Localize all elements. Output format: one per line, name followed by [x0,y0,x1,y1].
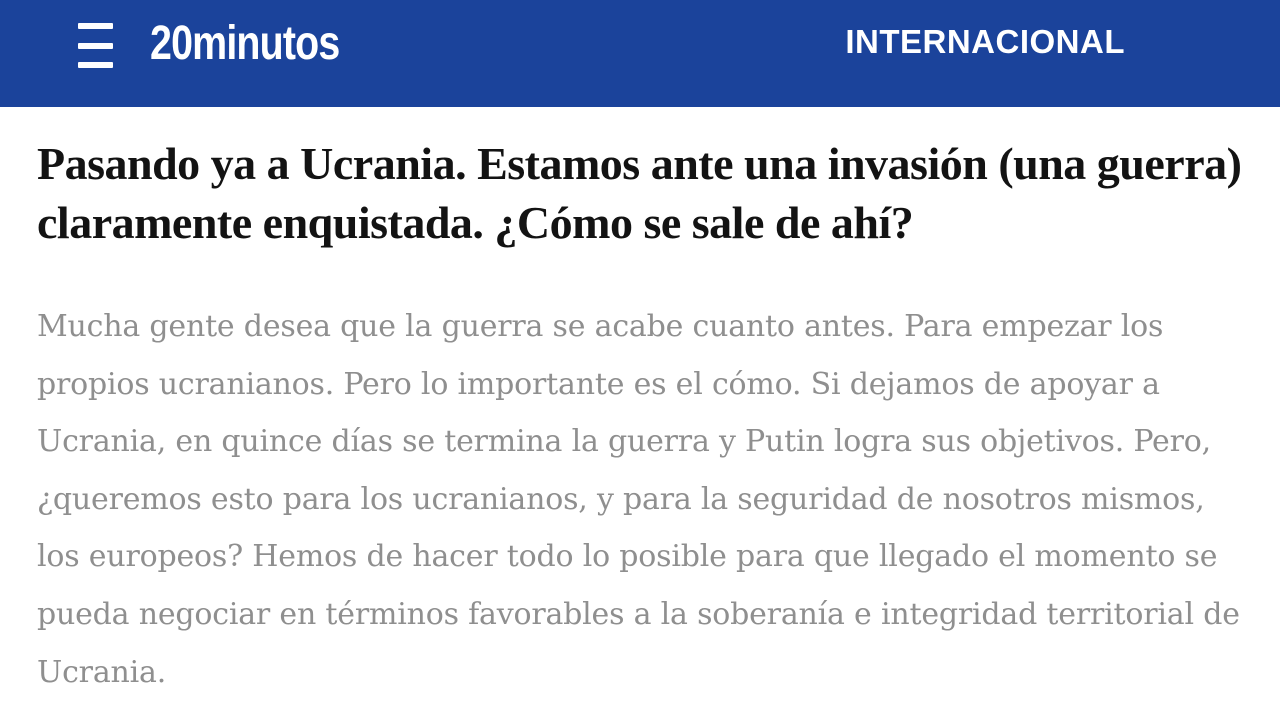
article-content [0,107,1280,701]
article-heading: Pasando ya a Ucrania. Estamos ante una invasión (una guerra) claramente enquistada. ¿Cómo se sale de ahí? [37,138,1242,248]
hamburger-icon [78,62,113,68]
article-paragraph: Mucha gente desea que la guerra se acabe cuanto antes. Para empezar los propios ucranianos. Pero lo importante es el cómo. Si dejamos de apoyar a Ucrania, en quince días se termina la guerra y Putin logra sus objetivos. Pero, ¿queremos esto para los ucranianos, y para la seguridad de nosotros mismos, los europeos? Hemos de hacer todo lo posible para que llegado el momento se pueda negociar en términos favorables a la soberanía e integridad territorial de Ucrania. [37,309,1240,690]
app-header [0,0,1280,107]
hamburger-icon [78,43,113,49]
section-title-internacional[interactable]: INTERNACIONAL [845,23,1125,60]
hamburger-icon [78,23,113,29]
logo-20minutos[interactable]: 20minutos [150,17,340,70]
menu-button[interactable] [78,23,113,68]
